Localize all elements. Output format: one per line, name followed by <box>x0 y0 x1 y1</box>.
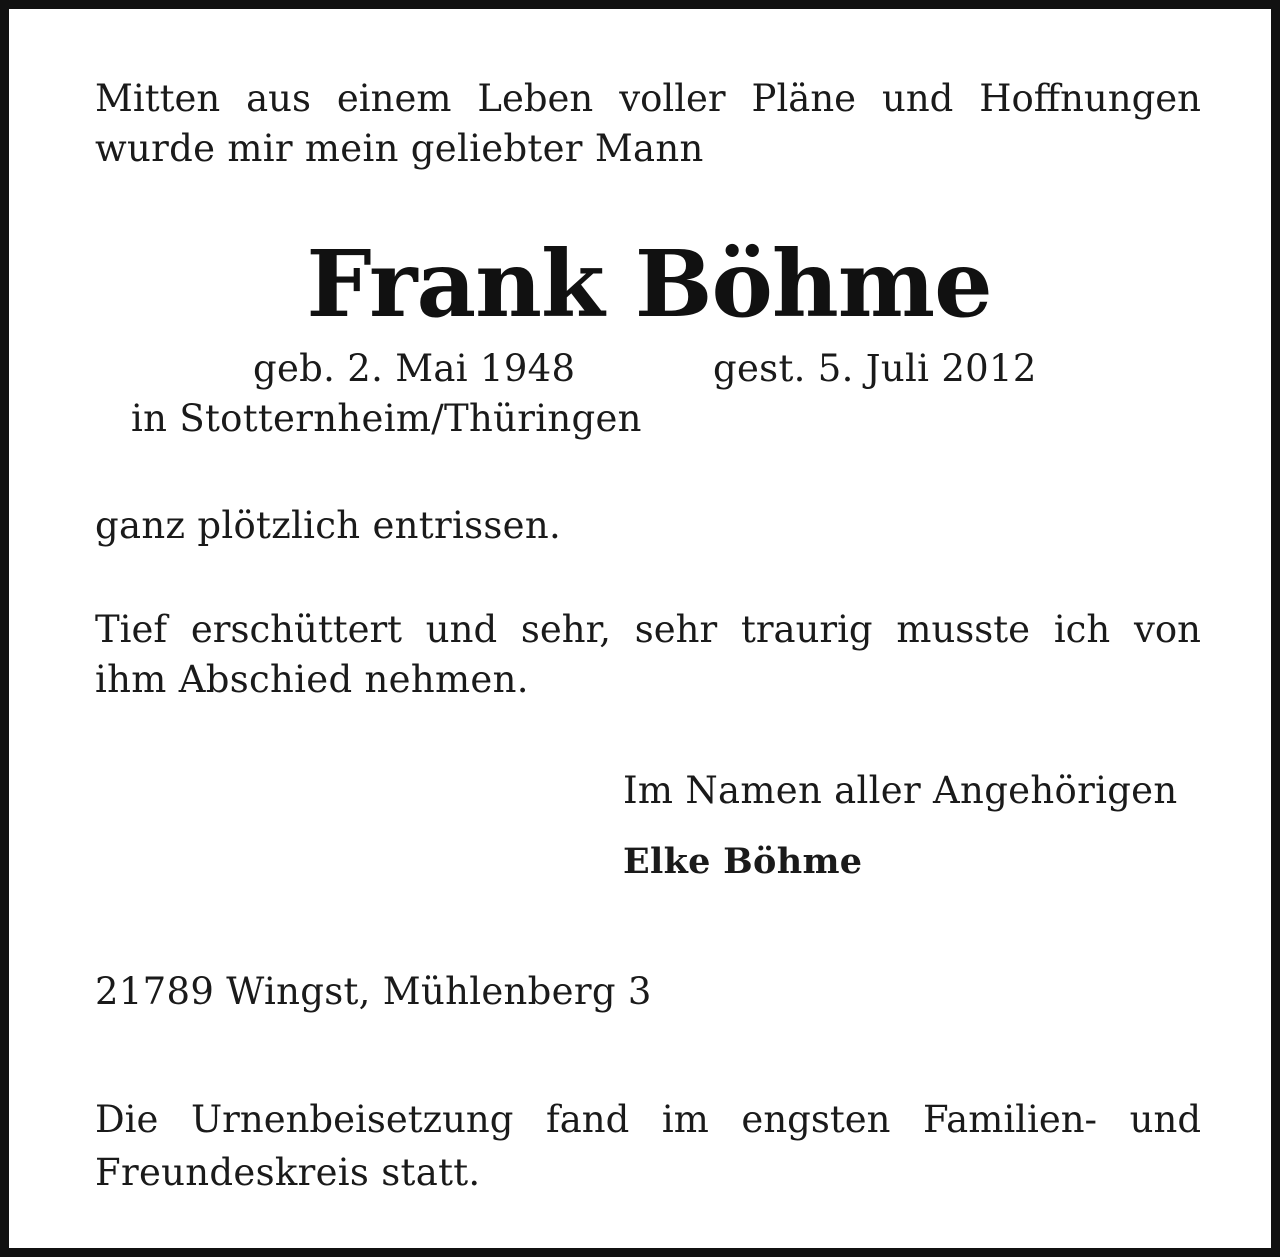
address: 21789 Wingst, Mühlenberg 3 <box>95 970 652 1013</box>
intro-line-1: Mitten aus einem Leben voller Pläne und Hoffnungen <box>95 77 1201 120</box>
burial-note-line-2: Freundeskreis statt. <box>95 1151 481 1194</box>
burial-note-line-1: Die Urnenbeisetzung fand im engsten Familien- und <box>95 1098 1201 1141</box>
grief-line-1: Tief erschüttert und sehr, sehr traurig musste ich von <box>95 608 1201 651</box>
birthplace: in Stotternheim/Thüringen <box>131 397 642 440</box>
signatory-name: Elke Böhme <box>623 841 863 882</box>
grief-line-2: ihm Abschied nehmen. <box>95 658 529 701</box>
intro-line-2: wurde mir mein geliebter Mann <box>95 127 704 170</box>
on-behalf-text: Im Namen aller Angehörigen <box>623 769 1178 812</box>
continuation-text: ganz plötzlich entrissen. <box>95 504 562 547</box>
death-date: gest. 5. Juli 2012 <box>713 347 1037 390</box>
deceased-name: Frank Böhme <box>306 230 992 338</box>
birth-date: geb. 2. Mai 1948 <box>253 347 576 390</box>
